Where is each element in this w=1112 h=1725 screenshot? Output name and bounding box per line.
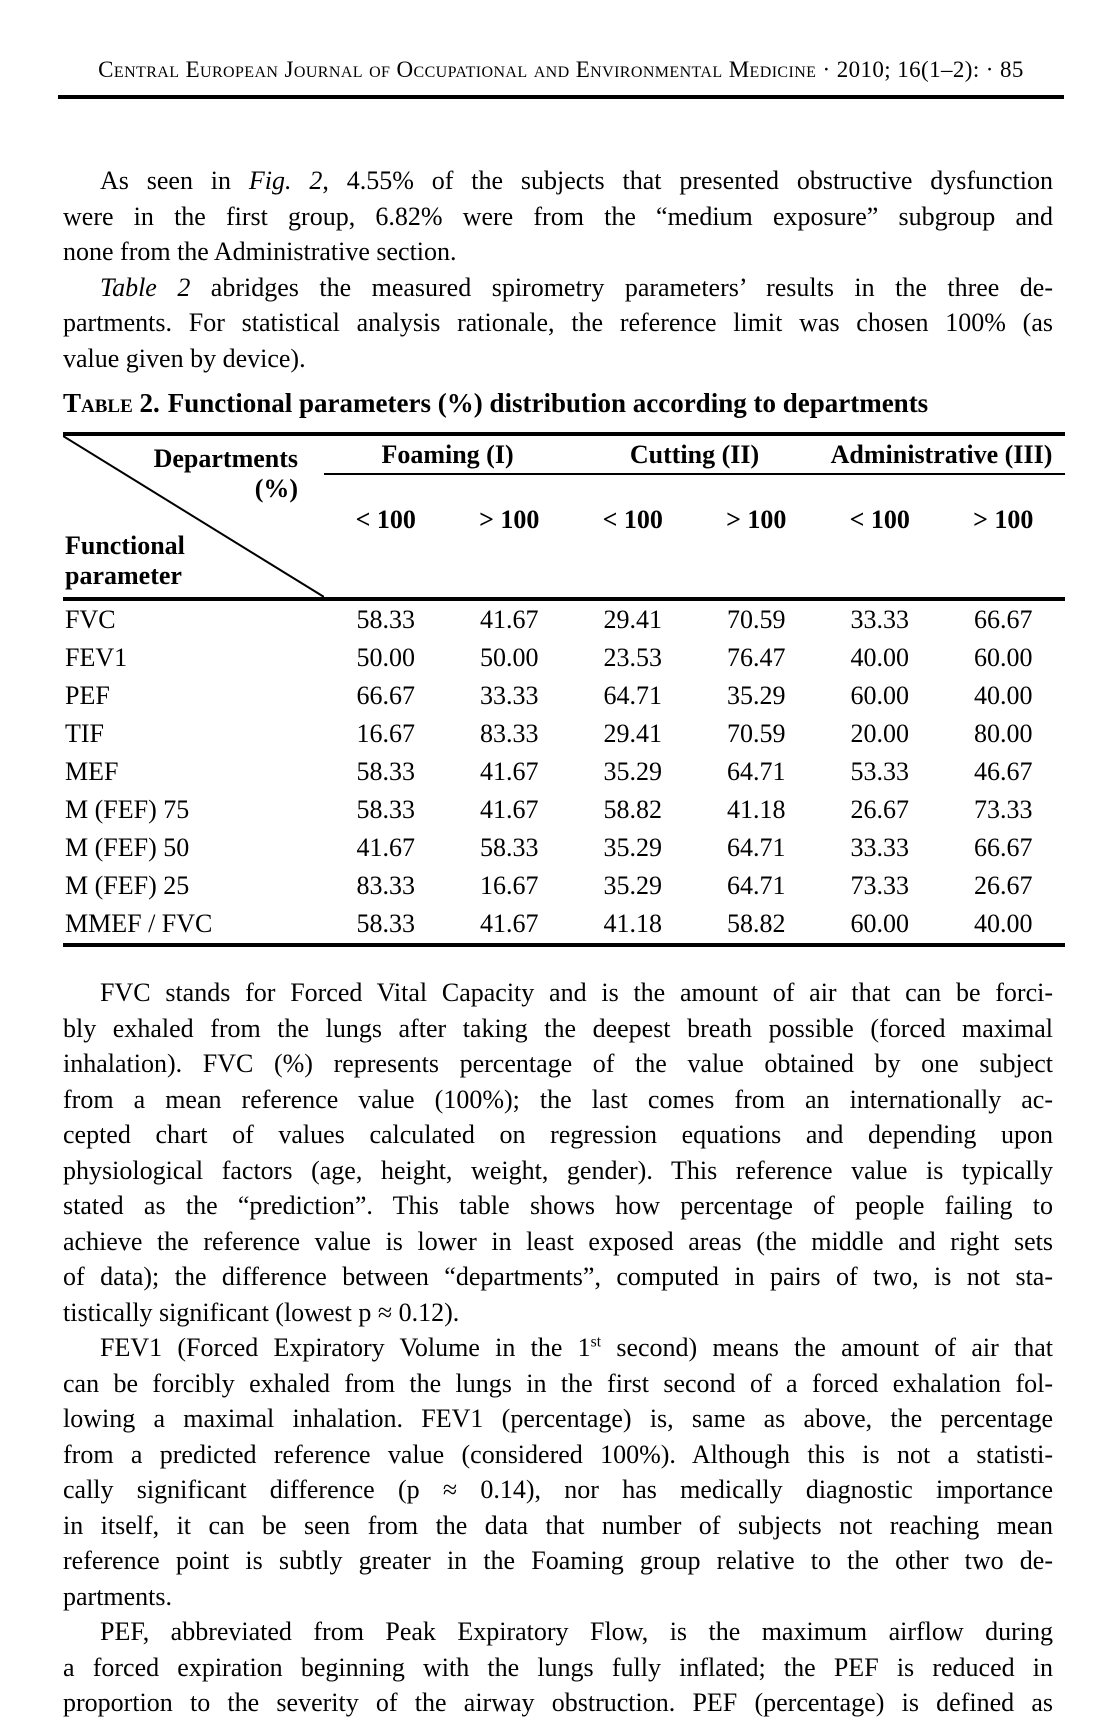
- text-segment: cally significant difference (p ≈ 0.14), nor has medically diagnostic importance: [63, 1475, 1053, 1504]
- value-cell: 35.29: [603, 833, 662, 862]
- paragraph: [63, 1330, 1053, 1614]
- paragraph: [63, 1614, 1053, 1721]
- value-cell: 46.67: [973, 757, 1033, 786]
- table-title-text: Functional parameters (%) distribution according to departments: [167, 388, 929, 418]
- text-line: [63, 1685, 1053, 1721]
- corner-departments-label: [154, 444, 298, 504]
- table-title: [63, 388, 1053, 419]
- value-cell: 40.00: [973, 681, 1033, 710]
- value-cell: 41.67: [480, 795, 539, 824]
- value-cell: 33.33: [850, 833, 909, 862]
- text-line: [63, 975, 1053, 1011]
- value-cell: 66.67: [973, 833, 1033, 862]
- text-segment: As seen in: [100, 166, 249, 195]
- value-cell: 66.67: [973, 605, 1033, 634]
- threshold-header: < 100: [571, 474, 694, 599]
- value-cell: 41.18: [603, 909, 662, 938]
- text-line: [63, 1188, 1053, 1224]
- text-segment: inhalation). FVC (%) represents percentage of the value obtained by one subject: [63, 1049, 1053, 1078]
- parameter-cell: FVC: [65, 605, 116, 634]
- page-content: [63, 163, 1053, 1721]
- value-cell: 58.33: [356, 909, 416, 938]
- text-line: [63, 1295, 1053, 1331]
- value-cell: 40.00: [850, 643, 909, 672]
- text-line: [63, 1153, 1053, 1189]
- text-line: [63, 163, 1053, 199]
- text-segment: tistically significant (lowest p ≈ 0.12).: [63, 1297, 460, 1327]
- text-segment: FVC stands for Forced Vital Capacity and is the amount of air that can be forci-: [100, 978, 1053, 1007]
- parameter-cell: M (FEF) 25: [65, 871, 190, 900]
- value-cell: 40.00: [973, 909, 1033, 938]
- value-cell: 16.67: [356, 719, 416, 748]
- value-cell: 29.41: [603, 605, 662, 634]
- italic-text: Fig. 2: [248, 166, 323, 195]
- text-line: [63, 234, 1053, 270]
- parameter-cell: MMEF / FVC: [65, 909, 213, 938]
- threshold-header: > 100: [448, 474, 572, 599]
- parameter-cell: PEF: [65, 681, 110, 710]
- table-row: [63, 677, 1065, 715]
- threshold-header: > 100: [695, 474, 819, 599]
- value-cell: 41.18: [727, 795, 786, 824]
- value-cell: 64.71: [727, 757, 786, 786]
- text-segment: second) means the amount of air that: [601, 1333, 1053, 1362]
- text-segment: in itself, it can be seen from the data that number of subjects not reaching mean: [63, 1510, 1053, 1540]
- threshold-header: < 100: [324, 474, 447, 599]
- value-cell: 58.33: [480, 833, 539, 862]
- department-group-header: Cutting (II): [571, 434, 818, 474]
- table-row: [63, 867, 1065, 905]
- value-cell: 64.71: [603, 681, 662, 710]
- threshold-header: < 100: [818, 474, 941, 599]
- table-corner-cell: [63, 434, 324, 599]
- text-line: [63, 1366, 1053, 1402]
- department-group-header: Administrative (III): [818, 434, 1065, 474]
- parameter-cell: FEV1: [65, 643, 128, 672]
- value-cell: 26.67: [973, 871, 1033, 900]
- text-line: [63, 1082, 1053, 1118]
- group-header-row: [63, 434, 1065, 474]
- text-segment: from a predicted reference value (considered 100%). Although this is not a statisti-: [63, 1439, 1053, 1469]
- header-rule: [58, 95, 1064, 99]
- text-line: [63, 1543, 1053, 1579]
- table-title-label: Table 2.: [63, 388, 160, 418]
- value-cell: 33.33: [480, 681, 539, 710]
- corner-parameter-label: Functional parameter: [65, 531, 185, 590]
- value-cell: 73.33: [850, 871, 909, 900]
- table-row: [63, 905, 1065, 945]
- value-cell: 41.67: [356, 833, 416, 862]
- paragraph: [63, 163, 1053, 270]
- table-row: [63, 829, 1065, 867]
- text-segment: achieve the reference value is lower in least exposed areas (the middle and right sets: [63, 1226, 1053, 1256]
- text-line: [63, 1614, 1053, 1650]
- text-line: [63, 270, 1053, 306]
- value-cell: 58.33: [356, 795, 416, 824]
- value-cell: 35.29: [603, 871, 662, 900]
- body-paragraphs: [63, 975, 1053, 1721]
- parameter-cell: MEF: [65, 757, 119, 786]
- text-line: [63, 1224, 1053, 1260]
- value-cell: 73.33: [973, 795, 1033, 824]
- value-cell: 41.67: [480, 757, 539, 786]
- text-line: [63, 305, 1053, 341]
- value-cell: 26.67: [850, 795, 909, 824]
- text-segment: were in the first group, 6.82% were from the “medium exposure” subgroup and: [63, 201, 1053, 231]
- table-row: [63, 715, 1065, 753]
- value-cell: 83.33: [480, 719, 539, 748]
- text-line: [63, 1579, 1053, 1615]
- value-cell: 58.82: [727, 909, 786, 938]
- text-segment: abridges the measured spirometry parameters’ results in the three de-: [190, 272, 1053, 302]
- text-segment: FEV1 (Forced Expiratory Volume in the 1: [100, 1333, 591, 1362]
- value-cell: 64.71: [727, 871, 786, 900]
- value-cell: 83.33: [356, 871, 416, 900]
- value-cell: 50.00: [480, 643, 539, 672]
- text-segment: physiological factors (age, height, weight, gender). This reference value is typically: [63, 1155, 1053, 1185]
- value-cell: 64.71: [727, 833, 786, 862]
- table-row: [63, 791, 1065, 829]
- text-line: [63, 341, 1053, 377]
- value-cell: 58.33: [356, 757, 416, 786]
- text-line: [63, 1046, 1053, 1082]
- text-line: [63, 1472, 1053, 1508]
- value-cell: 58.33: [356, 605, 416, 634]
- text-segment: reference point is subtly greater in the Foaming group relative to the other two de-: [63, 1546, 1053, 1575]
- text-segment: partments. For statistical analysis rationale, the reference limit was chosen 100% (as: [63, 308, 1053, 337]
- table-body: [63, 599, 1065, 945]
- intro-paragraphs: [63, 163, 1053, 376]
- department-group-header: Foaming (I): [324, 434, 571, 474]
- italic-text: Table 2: [100, 272, 191, 302]
- text-line: [63, 1330, 1053, 1366]
- parameter-cell: TIF: [65, 719, 104, 748]
- parameter-cell: M (FEF) 50: [65, 833, 190, 862]
- text-segment: lowing a maximal inhalation. FEV1 (percentage) is, same as above, the percentage: [63, 1404, 1053, 1433]
- value-cell: 53.33: [850, 757, 909, 786]
- value-cell: 41.67: [480, 605, 539, 634]
- table-header: [63, 434, 1065, 599]
- value-cell: 33.33: [850, 605, 909, 634]
- table-row: [63, 753, 1065, 791]
- text-segment: stated as the “prediction”. This table shows how percentage of people failing to: [63, 1191, 1053, 1220]
- value-cell: 23.53: [603, 643, 662, 672]
- spirometry-table: [63, 432, 1065, 947]
- threshold-header: > 100: [941, 474, 1065, 599]
- text-segment: PEF, abbreviated from Peak Expiratory Flow, is the maximum airflow during: [100, 1617, 1053, 1646]
- value-cell: 50.00: [356, 643, 416, 672]
- text-segment: partments.: [63, 1581, 173, 1611]
- paragraph: [63, 975, 1053, 1330]
- value-cell: 60.00: [850, 909, 909, 938]
- superscript-text: st: [590, 1333, 602, 1351]
- value-cell: 60.00: [973, 643, 1033, 672]
- text-line: [63, 199, 1053, 235]
- value-cell: 29.41: [603, 719, 662, 748]
- value-cell: 60.00: [850, 681, 909, 710]
- text-segment: value given by device).: [63, 343, 306, 373]
- paragraph: [63, 270, 1053, 377]
- text-segment: proportion to the severity of the airway obstruction. PEF (percentage) is defined as: [63, 1688, 1053, 1717]
- table-row: [63, 599, 1065, 639]
- text-segment: a forced expiration beginning with the lungs fully inflated; the PEF is reduced in: [63, 1652, 1053, 1682]
- percent-label: (%): [254, 474, 299, 503]
- text-line: [63, 1117, 1053, 1153]
- value-cell: 66.67: [356, 681, 416, 710]
- text-line: [63, 1259, 1053, 1295]
- text-line: [63, 1401, 1053, 1437]
- value-cell: 80.00: [973, 719, 1033, 748]
- text-line: [63, 1508, 1053, 1544]
- text-segment: from a mean reference value (100%); the last comes from an internationally ac-: [63, 1084, 1053, 1114]
- value-cell: 35.29: [603, 757, 662, 786]
- value-cell: 70.59: [727, 605, 786, 634]
- value-cell: 16.67: [480, 871, 539, 900]
- journal-running-head: Central European Journal of Occupational and Environmental Medicine · 2010; 16(1–2): · 85: [98, 57, 1024, 82]
- value-cell: 41.67: [480, 909, 539, 938]
- value-cell: 58.82: [603, 795, 662, 824]
- text-segment: none from the Administrative section.: [63, 237, 457, 266]
- text-segment: cepted chart of values calculated on regression equations and depending upon: [63, 1120, 1053, 1149]
- value-cell: 20.00: [850, 719, 909, 748]
- text-segment: bly exhaled from the lungs after taking the deepest breath possible (forced maximal: [63, 1013, 1053, 1043]
- text-segment: can be forcibly exhaled from the lungs in the first second of a forced exhalation fol-: [63, 1368, 1053, 1398]
- text-line: [63, 1011, 1053, 1047]
- value-cell: 70.59: [727, 719, 786, 748]
- departments-label: Departments: [153, 444, 299, 473]
- parameter-cell: M (FEF) 75: [65, 795, 190, 824]
- value-cell: 76.47: [727, 643, 786, 672]
- text-line: [63, 1437, 1053, 1473]
- text-line: [63, 1650, 1053, 1686]
- text-segment: , 4.55% of the subjects that presented obstructive dysfunction: [322, 166, 1053, 195]
- value-cell: 35.29: [727, 681, 786, 710]
- text-segment: of data); the difference between “departments”, computed in pairs of two, is not sta-: [63, 1262, 1053, 1291]
- table-row: [63, 639, 1065, 677]
